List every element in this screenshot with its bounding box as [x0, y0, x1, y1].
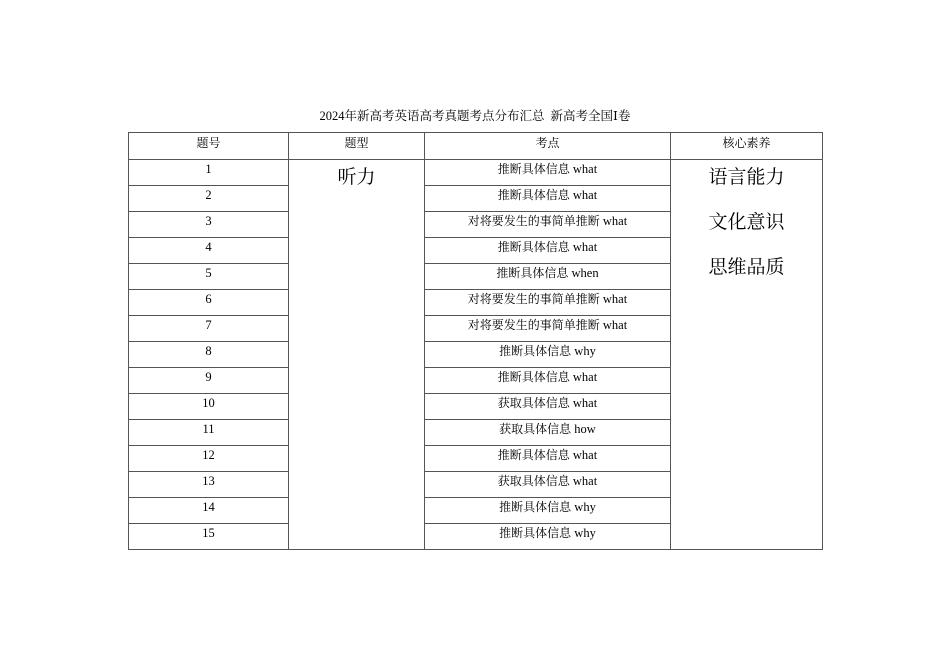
- exam-point-keyword: what: [602, 292, 628, 306]
- exam-point-text: 推断具体信息: [499, 500, 572, 514]
- exam-point-cell: [425, 264, 671, 290]
- question-number-cell: 1: [129, 160, 289, 186]
- question-number-cell: 6: [129, 290, 289, 316]
- exam-point-cell: [425, 160, 671, 186]
- exam-point-text: 对将要发生的事简单推断: [467, 292, 600, 306]
- question-type-cell: 听力: [289, 160, 425, 550]
- exam-point-cell: [425, 238, 671, 264]
- exam-point-cell: [425, 524, 671, 550]
- exam-point-keyword: why: [574, 526, 596, 540]
- header-question-type: 题型: [289, 133, 425, 160]
- table-body: [129, 160, 823, 550]
- exam-point-keyword: what: [572, 474, 598, 488]
- exam-point-keyword: why: [574, 500, 596, 514]
- table-header-row: [129, 133, 823, 160]
- exam-point-cell: [425, 290, 671, 316]
- question-number-cell: 11: [129, 420, 289, 446]
- table-row: [129, 160, 823, 186]
- exam-point-keyword: when: [571, 266, 599, 280]
- question-number-cell: 3: [129, 212, 289, 238]
- exam-point-cell: [425, 342, 671, 368]
- question-number-cell: 14: [129, 498, 289, 524]
- question-number-cell: 7: [129, 316, 289, 342]
- question-number-cell: 4: [129, 238, 289, 264]
- header-question-number: 题号: [129, 133, 289, 160]
- exam-point-text: 对将要发生的事简单推断: [467, 318, 600, 332]
- exam-point-text: 获取具体信息: [497, 474, 570, 488]
- exam-point-keyword: what: [572, 448, 598, 462]
- exam-point-cell: [425, 368, 671, 394]
- exam-point-text: 推断具体信息: [499, 526, 572, 540]
- exam-point-text: 对将要发生的事简单推断: [467, 214, 600, 228]
- core-competency-item: 语言能力: [708, 166, 785, 188]
- exam-point-keyword: what: [572, 188, 598, 202]
- exam-point-text: 获取具体信息: [497, 396, 570, 410]
- core-competency-cell: [671, 160, 823, 550]
- exam-point-text: 推断具体信息: [496, 266, 569, 280]
- exam-point-text: 推断具体信息: [499, 344, 572, 358]
- exam-point-keyword: what: [602, 214, 628, 228]
- exam-point-cell: [425, 472, 671, 498]
- exam-point-cell: [425, 498, 671, 524]
- question-number-cell: 9: [129, 368, 289, 394]
- header-core-competency: 核心素养: [671, 133, 823, 160]
- exam-point-text: 推断具体信息: [497, 448, 570, 462]
- exam-point-cell: [425, 186, 671, 212]
- exam-point-text: 推断具体信息: [497, 162, 570, 176]
- question-number-cell: 8: [129, 342, 289, 368]
- exam-point-keyword: why: [574, 344, 596, 358]
- exam-point-text: 获取具体信息: [499, 422, 572, 436]
- exam-point-text: 推断具体信息: [497, 240, 570, 254]
- exam-point-text: 推断具体信息: [497, 370, 570, 384]
- core-competency-item: 思维品质: [708, 256, 785, 278]
- exam-point-keyword: what: [572, 396, 598, 410]
- exam-point-cell: [425, 394, 671, 420]
- question-number-cell: 2: [129, 186, 289, 212]
- exam-point-keyword: what: [572, 370, 598, 384]
- question-number-cell: 13: [129, 472, 289, 498]
- question-number-cell: 12: [129, 446, 289, 472]
- document-title: 2024年新高考英语高考真题考点分布汇总: [319, 109, 545, 123]
- question-number-cell: 10: [129, 394, 289, 420]
- document-subtitle: 新高考全国Ⅰ卷: [550, 109, 631, 123]
- exam-point-cell: [425, 316, 671, 342]
- exam-points-table: [128, 132, 823, 550]
- exam-point-keyword: what: [572, 162, 598, 176]
- exam-point-text: 推断具体信息: [497, 188, 570, 202]
- question-number-cell: 15: [129, 524, 289, 550]
- document-title-line: [0, 108, 950, 124]
- exam-point-keyword: what: [572, 240, 598, 254]
- core-competency-item: 文化意识: [708, 211, 785, 233]
- exam-point-cell: [425, 446, 671, 472]
- exam-point-keyword: how: [574, 422, 596, 436]
- question-number-cell: 5: [129, 264, 289, 290]
- header-exam-point: 考点: [425, 133, 671, 160]
- exam-point-cell: [425, 212, 671, 238]
- exam-point-cell: [425, 420, 671, 446]
- exam-point-keyword: what: [602, 318, 628, 332]
